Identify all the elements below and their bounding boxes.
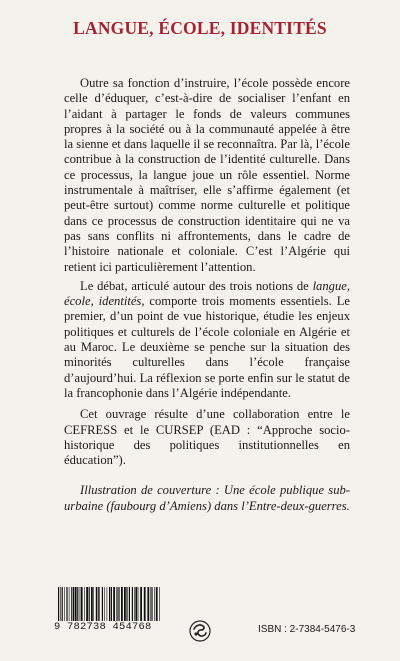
- barcode-bar: [81, 587, 83, 623]
- barcode-bar: [91, 587, 93, 623]
- barcode-bar: [138, 587, 139, 623]
- paragraph-1: Outre sa fonction d’instruire, l’école possède encore celle d’éduquer, c’est-à-dire de socialiser l’enfant en l’aidant à partager le fonds de valeurs communes propres à la société ou à la communauté appelée à être la sienne et dans laquelle il se reconnaîtra. Par là, l’école contribue à la construction de l’identité culturelle. Dans ce processus, la langue joue un rôle essentiel. Norme instrumentale à maîtriser, elle s’affirme également (et peut-être surtout) comme norme culturelle et politique dans ce processus de construction identitaire qui ne va pas sans conflits ni affrontements, dans le cadre de l’histoire nationale et coloniale. C’est l’Algérie qui retient ici particulièrement l’attention.: [64, 76, 350, 274]
- barcode-number: 9 782738 454768: [54, 621, 166, 633]
- barcode-bar: [129, 587, 130, 623]
- barcode-bar: [98, 587, 99, 623]
- barcode-bar: [135, 587, 137, 623]
- barcode-bar: [109, 587, 110, 623]
- barcode-bar: [159, 587, 160, 623]
- barcode-bar: [154, 587, 155, 623]
- barcode-bar: [132, 587, 133, 623]
- back-cover-text: [64, 76, 350, 514]
- barcode-bar: [102, 587, 103, 623]
- barcode-bar: [104, 587, 105, 623]
- paragraph-2-rest: , comporte trois moments essentiels. Le premier, d’un point de vue historique, étudie les enjeux politiques et culturels de l’école coloniale en Algérie et au Maroc. Le deuxième se penche sur la situation des minorités culturelles dans l’école française d’aujourd’hui. La réflexion se porte enfin sur le statut de la francophonie dans l’Algérie indépendante.: [64, 294, 350, 400]
- barcode-bar: [71, 587, 72, 623]
- barcode-bar: [113, 587, 115, 623]
- barcode-bar: [64, 587, 65, 623]
- paragraph-2-start: Le débat, articulé autour des trois notions de: [80, 278, 313, 293]
- barcode-bar: [62, 587, 63, 623]
- barcode-bar: [73, 587, 74, 623]
- barcode-bar: [147, 587, 149, 623]
- barcode-bars: [56, 587, 162, 623]
- barcode-bar: [66, 587, 67, 623]
- barcode: [56, 587, 162, 633]
- barcode-bar: [124, 587, 126, 623]
- barcode-bar: [86, 587, 88, 623]
- barcode-bar: [107, 587, 108, 623]
- barcode-bar: [77, 587, 78, 623]
- barcode-bar: [116, 587, 117, 623]
- paragraph-2-notions: langue, école, identités: [64, 278, 350, 309]
- barcode-bar: [69, 587, 70, 623]
- barcode-bar: [134, 587, 135, 623]
- barcode-bar: [84, 587, 85, 623]
- paragraph-2: [64, 279, 350, 401]
- isbn: ISBN : 2-7384-5476-3: [258, 624, 356, 635]
- barcode-bar: [126, 587, 127, 623]
- barcode-bar: [152, 587, 153, 623]
- barcode-bar: [58, 587, 59, 623]
- barcode-bar: [89, 587, 90, 623]
- barcode-bar: [75, 587, 77, 623]
- barcode-bar: [119, 587, 120, 623]
- barcode-bar: [140, 587, 142, 623]
- book-title: LANGUE, ÉCOLE, IDENTITÉS: [73, 18, 327, 38]
- barcode-bar: [156, 587, 158, 623]
- barcode-bar: [80, 587, 81, 623]
- barcode-bar: [93, 587, 94, 623]
- barcode-bar: [111, 587, 112, 623]
- barcode-bar: [144, 587, 146, 623]
- publisher-logo-icon: [189, 620, 211, 642]
- paragraph-3: Cet ouvrage résulte d’une collaboration entre le CEFRESS et le CURSEP (EAD : “Approche socio-historique des politiques institutionnelles en éducation”).: [64, 407, 350, 468]
- barcode-bar: [121, 587, 123, 623]
- barcode-bar: [60, 587, 61, 623]
- cover-illustration-credit: Illustration de couverture : Une école publique sub-urbaine (faubourg d’Amiens) dans l’Entre-deux-guerres.: [64, 483, 350, 513]
- barcode-bar: [99, 587, 100, 623]
- barcode-bar: [150, 587, 151, 623]
- barcode-bar: [96, 587, 97, 623]
- barcode-bar: [117, 587, 118, 623]
